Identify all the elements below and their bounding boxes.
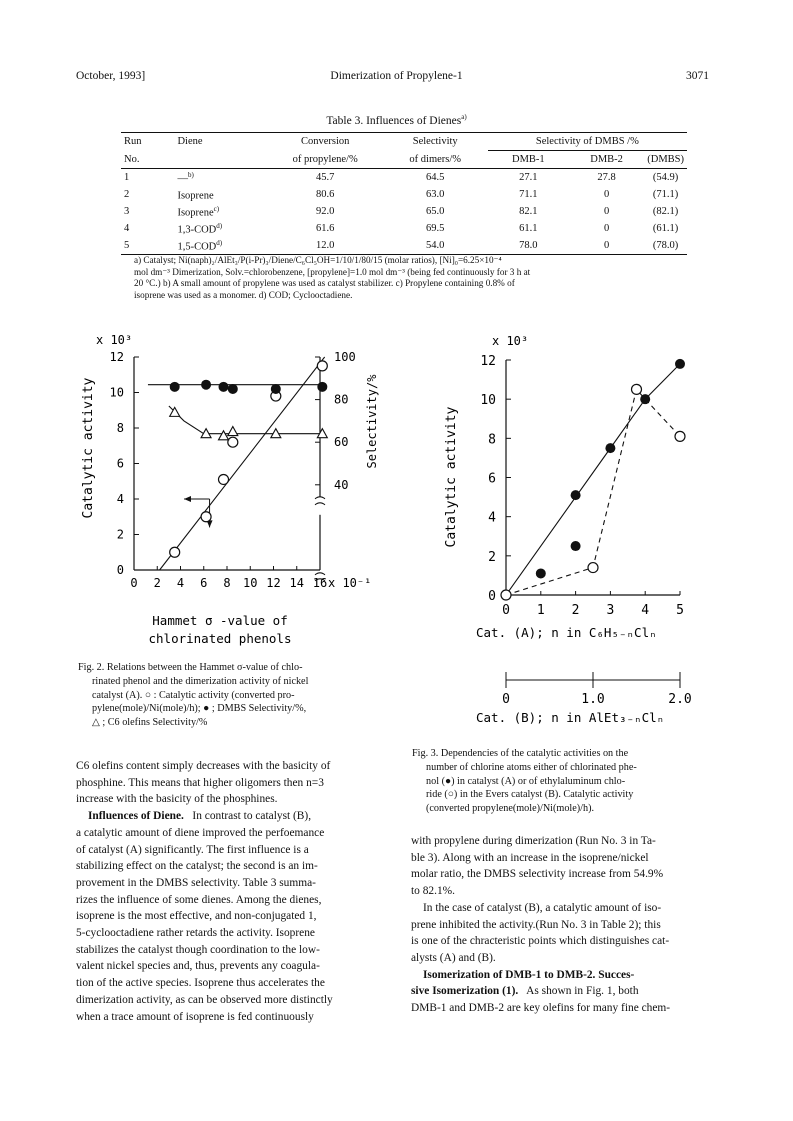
x-tick-label: 6 xyxy=(200,576,208,590)
text-line: Influences of Diene. In contrast to catalyst (B), xyxy=(88,810,312,823)
y-tick-label: 4 xyxy=(116,492,124,506)
x-tick-label: 12 xyxy=(266,576,281,590)
cell-dmb2: 27.8 xyxy=(569,169,644,187)
data-point-filled-circle xyxy=(317,382,327,392)
axis-break xyxy=(315,497,325,505)
table-row xyxy=(121,237,687,255)
y-tick-label: 2 xyxy=(488,549,496,565)
x-tick-label: 4 xyxy=(641,603,650,618)
cell-dmb2: 0 xyxy=(603,206,610,217)
figure-3-chart xyxy=(430,325,730,725)
th-diene: Diene xyxy=(174,133,267,151)
y-axis-label: Catalytic activity xyxy=(444,406,459,548)
table-row xyxy=(121,220,687,237)
x-tick-label: 2 xyxy=(153,576,161,590)
cell-conversion: 80.6 xyxy=(316,189,335,200)
data-point-open-circle xyxy=(317,361,327,371)
b-tick-label: 0 xyxy=(502,692,510,707)
fit-line-activity-fit xyxy=(160,357,325,570)
cell-dmbs: (78.0) xyxy=(644,237,687,255)
cell-dmbs: (54.9) xyxy=(644,169,687,187)
y-multiplier: x 10³ xyxy=(96,333,133,347)
table-row xyxy=(121,203,687,220)
th-dmb1: DMB-1 xyxy=(511,154,545,165)
cell-run: 4 xyxy=(124,223,130,234)
cell-diene: 1,5-COD$^{d)}$ xyxy=(174,237,267,255)
x-axis-label-a: Cat. (A); n in C₆H₅₋ₙClₙ xyxy=(476,625,657,640)
cell-dmb1: 78.0 xyxy=(488,237,569,255)
th-no: No. xyxy=(124,153,140,165)
table-footnote xyxy=(134,255,686,301)
data-point-open-circle xyxy=(501,590,511,600)
figure-2-caption xyxy=(78,661,396,730)
cell-conversion: 12.0 xyxy=(268,237,383,255)
x-tick-label: 5 xyxy=(676,603,684,618)
y2-tick-label: 80 xyxy=(334,392,349,407)
th-dmbs-total: (DMBS) xyxy=(647,154,684,165)
text-line xyxy=(411,967,717,984)
cell-dmb1: 61.1 xyxy=(519,223,538,234)
figure-2-chart xyxy=(70,330,400,650)
text-line: a catalytic amount of diene improved the perfoemance xyxy=(76,826,325,839)
table-head-row-1 xyxy=(121,133,687,151)
data-point-open-circle xyxy=(588,563,598,573)
x-tick-label: 14 xyxy=(289,576,304,590)
caption-line: Fig. 3. Dependencies of the catalytic activities on the xyxy=(412,748,629,759)
th-dmb2: DMB-2 xyxy=(590,154,623,165)
cell-run: 3 xyxy=(124,206,130,217)
cell-dmb1: 27.1 xyxy=(488,169,569,187)
cell-conversion: 61.6 xyxy=(316,223,335,234)
cell-diene: —$^{b)}$ xyxy=(174,169,267,187)
x-tick-label: 1 xyxy=(536,603,545,618)
cell-selectivity: 69.5 xyxy=(426,223,445,234)
x-tick-label: 4 xyxy=(176,576,185,590)
running-title: Dimerization of Propylene-1 xyxy=(330,70,463,82)
text-line: increase with the basicity of the phosphines. xyxy=(76,793,278,806)
caption-line: (converted propylene(mole)/Ni(mole)/h). xyxy=(426,803,595,815)
text-line: molar ratio, the DMBS selectivity increase from 54.9% xyxy=(411,868,664,881)
y-tick-label: 2 xyxy=(116,527,124,542)
data-point-open-triangle xyxy=(228,427,238,436)
th-empty xyxy=(174,151,267,169)
data-point-filled-circle xyxy=(640,394,650,404)
cell-dmb1: 71.1 xyxy=(519,189,538,200)
text-line: rizes the influence of some dienes. Among the dienes, xyxy=(76,893,322,906)
b-tick-label: 2.0 xyxy=(668,692,692,707)
data-point-open-circle xyxy=(228,437,238,447)
x-tick-label: 16 xyxy=(312,576,328,590)
data-point-filled-circle xyxy=(571,490,581,500)
y-axis-label: Catalytic activity xyxy=(81,377,96,519)
caption-line: nol (●) in catalyst (A) or of ethylaluminum chlo- xyxy=(426,775,626,787)
running-date: October, 1993] xyxy=(76,70,146,82)
section-heading-isomerization: Isomerization of DMB-1 to DMB-2. Succes- xyxy=(423,968,635,981)
cell-dmbs: (61.1) xyxy=(652,223,679,234)
text-line: sive Isomerization (1). As shown in Fig. 1, both xyxy=(411,985,639,998)
th-conversion: Conversion xyxy=(268,133,383,151)
data-point-filled-circle xyxy=(219,382,229,392)
y-tick-label: 0 xyxy=(116,563,124,577)
page-number: 3071 xyxy=(686,70,709,82)
y-tick-label: 8 xyxy=(116,421,124,435)
footnote-line: 20 °C.) b) A small amount of propylene was used as catalyst stabilizer. c) Propylene containing 0.8% of xyxy=(134,278,515,288)
data-point-open-triangle xyxy=(219,431,229,440)
left-column-text xyxy=(76,758,388,1025)
b-tick-label: 1.0 xyxy=(581,692,605,707)
line-solid xyxy=(506,364,680,595)
caption-line: rinated phenol and the dimerization activity of nickel xyxy=(92,675,309,687)
data-point-filled-circle xyxy=(536,568,546,578)
figure-3-caption xyxy=(412,747,718,816)
y2-tick-label: 60 xyxy=(334,435,349,450)
text-line: C6 olefins content simply decreases with the basicity of xyxy=(76,760,331,772)
y-tick-label: 6 xyxy=(116,456,124,471)
text-line: phosphine. This means that higher oligomers then n=3 xyxy=(76,776,324,789)
caption-line: Fig. 2. Relations between the Hammet σ-value of chlo- xyxy=(78,662,303,673)
cell-selectivity: 64.5 xyxy=(383,169,488,187)
text-line: 5-cyclooctadiene rather retards the activity. Isoprene xyxy=(76,927,315,940)
caption-line: △ ; C6 olefins Selectivity/% xyxy=(92,717,208,729)
data-point-filled-circle xyxy=(201,380,211,390)
th-selectivity: Selectivity xyxy=(383,133,488,151)
y-tick-label: 10 xyxy=(480,393,496,409)
text-line: stabilizing effect on the catalyst; the second is an im- xyxy=(76,860,318,873)
data-point-filled-circle xyxy=(605,443,615,453)
caption-line: catalyst (A). ○ : Catalytic activity (converted pro- xyxy=(92,689,295,701)
y-tick-label: 12 xyxy=(109,350,124,364)
text-line: is one of the chracteristic points which distinguishes cat- xyxy=(411,935,670,948)
y2-tick-label: 100 xyxy=(334,350,356,364)
footnote-line: a) Catalyst; Ni(naph)₂/AlEt₃/P(i-Pr)₃/Diene/C₆Cl₅OH=1/10/1/80/15 (molar ratios), [Ni]₀=6.25×10⁻⁴ xyxy=(134,255,502,265)
fit-line-c6-curve xyxy=(169,406,322,434)
text-line: isoprene is the most effective, and non-conjugated 1, xyxy=(76,910,317,923)
x-axis-label-1: Hammet σ -value of xyxy=(152,613,288,628)
text-line: when a trace amount of isoprene is fed continuously xyxy=(76,1010,314,1023)
th-dmbs: Selectivity of DMBS /% xyxy=(488,133,687,151)
data-point-open-circle xyxy=(170,547,180,557)
y-tick-label: 0 xyxy=(488,589,496,604)
data-point-filled-circle xyxy=(675,359,685,369)
text-line: valent nickel species and, thus, prevents any coagula- xyxy=(76,960,320,973)
cell-selectivity: 63.0 xyxy=(426,189,445,200)
right-column-text xyxy=(411,833,717,1017)
data-point-filled-circle xyxy=(228,384,238,394)
cell-diene: Isoprene xyxy=(177,190,214,202)
y-tick-label: 6 xyxy=(488,471,496,487)
arrow-left-head xyxy=(184,496,191,502)
cell-dmb2: 0 xyxy=(603,223,610,234)
x-multiplier: x 10⁻¹ xyxy=(328,576,372,590)
y-tick-label: 10 xyxy=(109,385,124,400)
y-tick-label: 12 xyxy=(480,354,496,369)
cell-selectivity: 65.0 xyxy=(426,206,445,217)
th-conv-unit: of propylene/% xyxy=(292,153,358,165)
x-tick-label: 0 xyxy=(130,576,138,590)
data-point-filled-circle xyxy=(170,382,180,392)
text-line: provement in the DMBS selectivity. Table 3 summa- xyxy=(76,876,316,889)
table-row xyxy=(121,186,687,203)
x-tick-label: 8 xyxy=(223,576,231,590)
cell-dmb2: 0 xyxy=(603,189,610,200)
text-line: with propylene during dimerization (Run No. 3 in Ta- xyxy=(411,835,656,847)
data-point-filled-circle xyxy=(571,541,581,551)
text-line: tion of the active species. Isoprene thus accelerates the xyxy=(76,977,325,990)
text-line: DMB-1 and DMB-2 are key olefins for many fine chem- xyxy=(411,1002,671,1015)
y-multiplier: x 10³ xyxy=(492,334,529,348)
x-tick-label: 10 xyxy=(243,576,258,590)
y-tick-label: 4 xyxy=(488,510,496,526)
y2-tick-label: 40 xyxy=(334,477,349,492)
cell-run: 1 xyxy=(121,169,174,187)
section-heading-isomerization-2: sive Isomerization (1). xyxy=(411,985,519,998)
x-tick-label: 2 xyxy=(571,603,580,618)
cell-conversion: 92.0 xyxy=(316,206,335,217)
data-point-open-circle xyxy=(219,474,229,484)
footnote-line: mol dm⁻³ Dimerization, Solv.=chlorobenzene, [propylene]=1.0 mol dm⁻³ (being fed continuously for 3 h at xyxy=(134,266,531,277)
text-line: of catalyst (A) significantly. The first influence is a xyxy=(76,843,309,856)
cell-diene: 1,3-COD$^{d)}$ xyxy=(177,221,223,236)
caption-line: pylene(mole)/Ni(mole)/h); ● ; DMBS Selectivity/%, xyxy=(92,703,307,715)
text-line: prene inhibited the activity.(Run No. 3 in Table 2); this xyxy=(411,918,661,931)
x-tick-label: 3 xyxy=(606,603,615,618)
cell-conversion: 45.7 xyxy=(268,169,383,187)
x-axis-label-2: chlorinated phenols xyxy=(148,631,292,646)
cell-dmb1: 82.1 xyxy=(519,206,538,217)
table-title: Table 3. Influences of Dienes$^{a)}$ xyxy=(326,113,467,127)
text-line: to 82.1%. xyxy=(411,885,455,898)
table-3 xyxy=(121,132,687,255)
cell-diene: Isoprene$^{c)}$ xyxy=(177,204,220,219)
data-point-filled-circle xyxy=(271,384,281,394)
text-line: In the case of catalyst (B), a catalytic amount of iso- xyxy=(423,901,662,914)
caption-line: ride (○) in the Evers catalyst (B). Catalytic activity xyxy=(426,789,634,801)
text-line: stabilizes the catalyst though coordination to the low- xyxy=(76,943,320,956)
cell-selectivity: 54.0 xyxy=(383,237,488,255)
table-head-row-2 xyxy=(121,151,687,169)
cell-dmbs: (71.1) xyxy=(652,189,679,200)
cell-dmbs: (82.1) xyxy=(652,206,679,217)
cell-dmb2: 0 xyxy=(569,237,644,255)
caption-line: number of chlorine atoms either of chlorinated phe- xyxy=(426,761,637,773)
data-point-open-circle xyxy=(675,431,685,441)
table-row xyxy=(121,169,687,187)
footnote-line: isoprene was used as a monomer. d) COD; Cyclooctadiene. xyxy=(134,289,353,300)
data-point-open-circle xyxy=(632,384,642,394)
cell-run: 2 xyxy=(124,189,130,200)
y2-axis-label: Selectivity/% xyxy=(365,374,379,469)
x-axis-label-b: Cat. (B); n in AlEt₃₋ₙClₙ xyxy=(476,710,665,725)
y-tick-label: 8 xyxy=(488,432,496,448)
section-heading-diene: Influences of Diene. xyxy=(88,810,184,823)
text-line: ble 3). Along with an increase in the isoprene/nickel xyxy=(411,851,649,864)
x-tick-label: 0 xyxy=(502,603,510,618)
th-sel-unit: of dimers/% xyxy=(409,153,462,165)
data-point-open-circle xyxy=(201,512,211,522)
text-line: alysts (A) and (B). xyxy=(411,951,496,964)
text-line: dimerization activity, as can be observed more distinctly xyxy=(76,993,333,1006)
cell-run: 5 xyxy=(121,237,174,255)
th-run: Run xyxy=(121,133,174,151)
